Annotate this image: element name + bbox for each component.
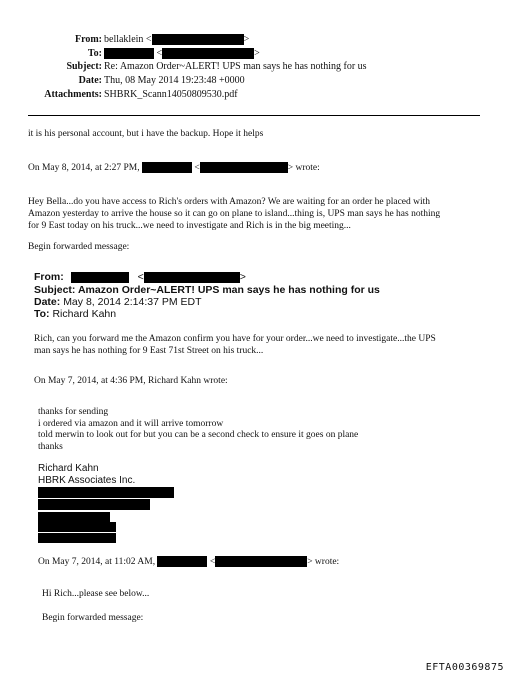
fwd1-body	[34, 333, 436, 357]
redaction	[142, 162, 192, 173]
redaction	[71, 272, 129, 283]
fwd1-to	[34, 308, 116, 320]
fwd1-from-lt: <	[137, 271, 144, 283]
quote-body-1	[28, 196, 440, 232]
from-close: >	[243, 34, 250, 45]
attachments-label: Attachments:	[44, 89, 102, 100]
redaction	[38, 487, 174, 498]
quote1-line: Amazon yesterday to arrive the house so it can go on plane to island...thing is, UPS man says he has nothing	[28, 209, 441, 219]
redaction	[38, 499, 150, 510]
redaction	[152, 34, 244, 45]
header-divider	[28, 115, 480, 116]
fwd1-line: man says he has nothing for 9 East 71st Street on his truck...	[34, 346, 264, 356]
date-label: Date:	[78, 75, 102, 86]
redaction	[144, 272, 240, 283]
begin-forwarded-1: Begin forwarded message:	[28, 242, 130, 252]
signature	[38, 463, 135, 487]
redaction	[157, 556, 207, 567]
signature-name: Richard Kahn	[38, 463, 99, 474]
quote2-line: told merwin to look out for but you can be a second check to ensure it goes on plane	[38, 430, 359, 440]
redaction	[104, 48, 154, 59]
subject-value: Re: Amazon Order~ALERT! UPS man says he has nothing for us	[104, 61, 367, 72]
quote3-lt: <	[209, 557, 216, 567]
quote2-line: thanks	[38, 441, 63, 452]
quote-header-3	[38, 556, 339, 568]
quote1-lt: <	[194, 163, 200, 173]
fwd1-to-value: Richard Kahn	[52, 308, 117, 320]
redaction	[38, 522, 116, 532]
quote1-line: Hey Bella...do you have access to Rich's orders with Amazon? We are waiting for an order he placed with	[28, 197, 431, 207]
fwd1-subject-value: Amazon Order~ALERT! UPS man says he has nothing for us	[77, 284, 380, 296]
from-label: From:	[74, 34, 102, 45]
quote2-line: thanks for sending	[38, 407, 109, 417]
quote-body-2	[38, 407, 358, 453]
attachments-value: SHBRK_Scann14050809530.pdf	[104, 89, 238, 100]
fwd1-from-label: From:	[34, 271, 64, 283]
quote-header-2: On May 7, 2014, at 4:36 PM, Richard Kahn wrote:	[34, 376, 228, 386]
subject-label: Subject:	[66, 61, 102, 72]
message-body: it is his personal account, but i have the backup. Hope it helps	[28, 129, 264, 139]
quote-header-1	[28, 162, 320, 174]
to-value	[104, 48, 260, 59]
signature-company: HBRK Associates Inc.	[38, 475, 136, 486]
fwd1-line: Rich, can you forward me the Amazon confirm you have for your order...we need to investigate...the UPS	[34, 334, 436, 344]
quote1-prefix: On May 8, 2014, at 2:27 PM,	[28, 163, 140, 173]
to-close: >	[254, 48, 260, 59]
to-open: <	[156, 48, 163, 59]
quote2-line: i ordered via amazon and it will arrive tomorrow	[38, 418, 224, 429]
redaction	[162, 48, 254, 59]
document-id: EFTA00369875	[425, 662, 504, 673]
fwd1-to-label: To:	[34, 308, 50, 320]
from-text: bellaklein <	[104, 34, 152, 45]
quote1-suffix: > wrote:	[287, 163, 320, 173]
redaction	[38, 533, 116, 543]
fwd1-date	[34, 296, 202, 308]
quote3-prefix: On May 7, 2014, at 11:02 AM,	[38, 557, 156, 567]
fwd1-subject-label: Subject:	[34, 284, 76, 296]
from-value	[104, 34, 249, 45]
fwd1-date-label: Date:	[34, 296, 61, 308]
quote1-line: for 9 East today on his truck...we need to investigate and Rich is in the big meeting...	[28, 221, 351, 231]
begin-forwarded-2: Begin forwarded message:	[42, 613, 144, 623]
fwd1-from-gt: >	[239, 271, 246, 283]
redaction	[38, 512, 110, 522]
date-value: Thu, 08 May 2014 19:23:48 +0000	[104, 75, 245, 86]
redaction	[215, 556, 307, 567]
to-label: To:	[87, 48, 102, 59]
quote-body-3: Hi Rich...please see below...	[42, 589, 150, 599]
redaction	[200, 162, 288, 173]
fwd1-from	[34, 271, 246, 283]
fwd1-subject	[34, 284, 380, 296]
fwd1-date-value: May 8, 2014 2:14:37 PM EDT	[63, 296, 202, 308]
quote3-suffix: > wrote:	[307, 557, 340, 567]
